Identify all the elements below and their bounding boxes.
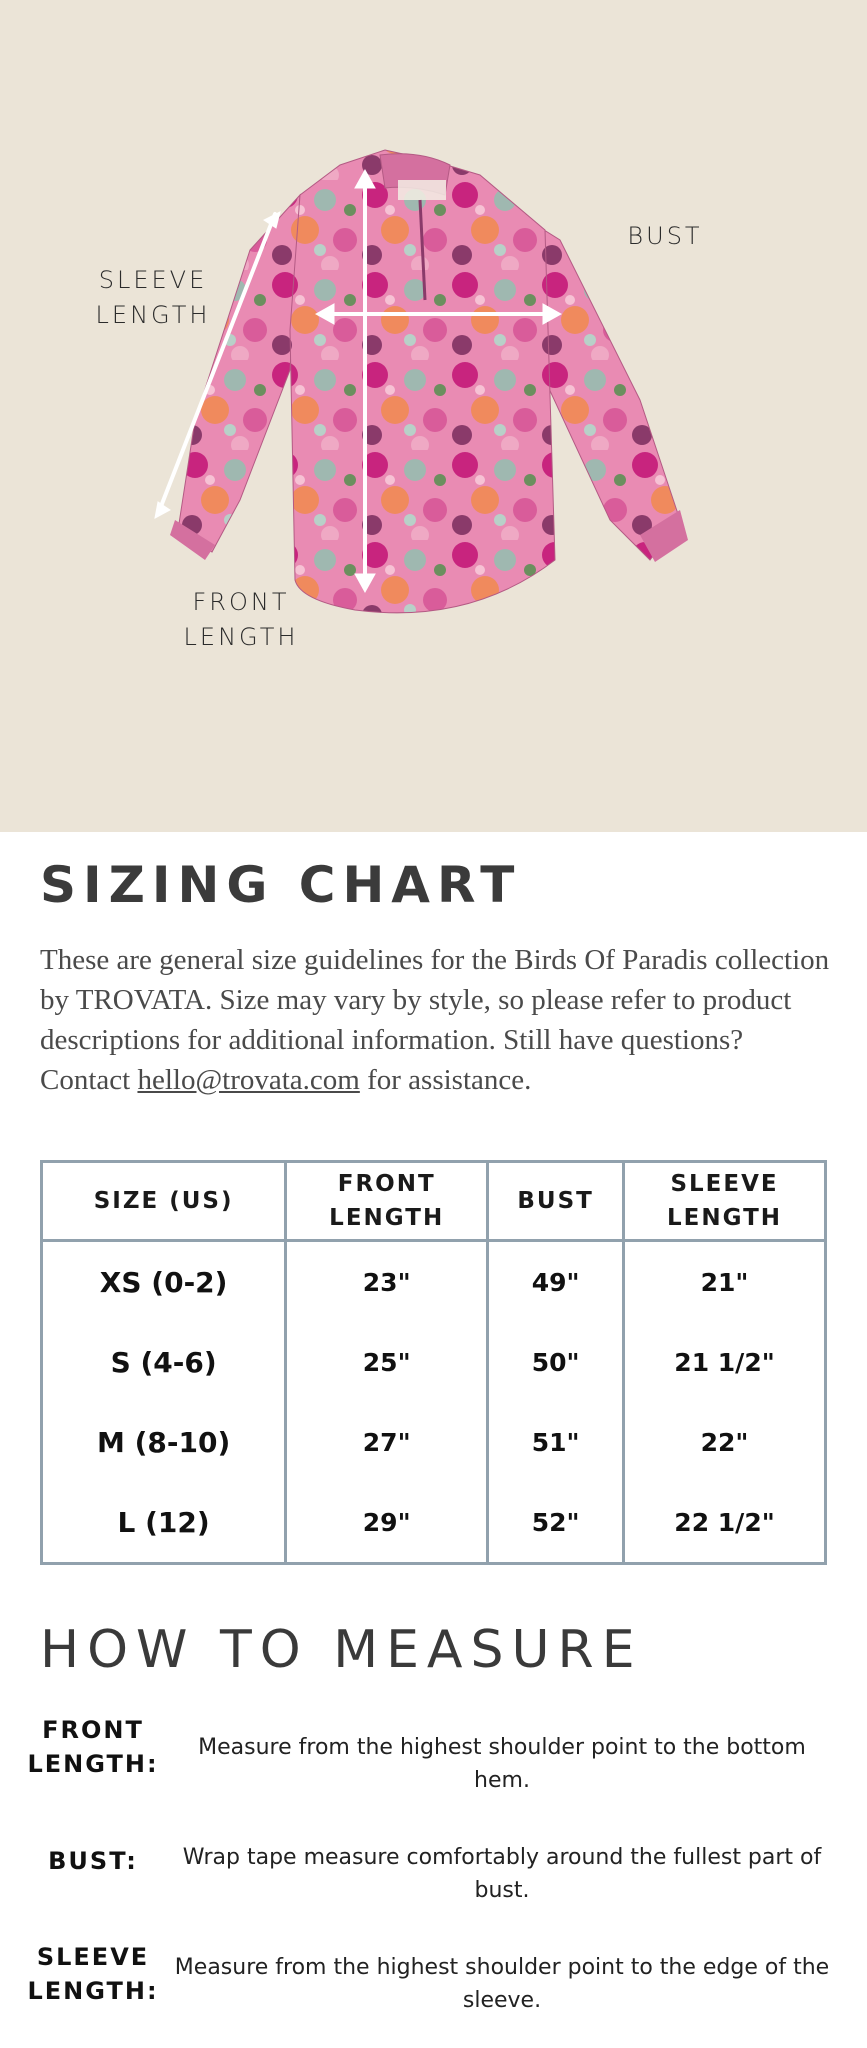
bust-cell: 49" xyxy=(488,1241,624,1323)
measure-term-bust: BUST: xyxy=(48,1847,138,1875)
front-length-label: FRONT LENGTH xyxy=(183,588,299,651)
sleeve-length-cell: 21 1/2" xyxy=(624,1322,826,1402)
front-length-cell: 23" xyxy=(286,1241,488,1323)
sizing-table xyxy=(40,1160,827,1565)
blouse-illustration xyxy=(0,0,867,832)
measure-desc-front-length: Measure from the highest shoulder point to the bottom hem. xyxy=(198,1735,806,1793)
intro-suffix: for assistance. xyxy=(359,1064,532,1096)
product-hero xyxy=(0,0,867,832)
table-row xyxy=(42,1482,826,1564)
table-header-row xyxy=(42,1162,826,1241)
sleeve-length-cell: 21" xyxy=(624,1241,826,1323)
size-cell: XS (0-2) xyxy=(42,1241,286,1323)
bust-cell: 50" xyxy=(488,1322,624,1402)
sleeve-length-cell: 22 1/2" xyxy=(624,1482,826,1564)
table-row xyxy=(42,1241,826,1323)
header-size: SIZE (US) xyxy=(42,1162,286,1241)
front-length-cell: 29" xyxy=(286,1482,488,1564)
sizing-chart-title: SIZING CHART xyxy=(40,856,522,914)
measure-term-front-length: FRONT LENGTH: xyxy=(27,1716,159,1778)
intro-text: These are general size guidelines for the Birds Of Paradis collection by TROVATA. Size may vary by style, so please refer to product descriptions for additional information. Still have questions? Contact xyxy=(40,944,830,1096)
table-row xyxy=(42,1322,826,1402)
bust-label: BUST xyxy=(627,222,703,250)
front-length-cell: 27" xyxy=(286,1402,488,1482)
front-length-cell: 25" xyxy=(286,1322,488,1402)
header-front-length: FRONT LENGTH xyxy=(286,1162,488,1241)
how-to-measure-title: HOW TO MEASURE xyxy=(40,1620,643,1680)
intro-paragraph xyxy=(40,940,840,1100)
measure-desc-sleeve-length: Measure from the highest shoulder point to the edge of the sleeve. xyxy=(174,1955,830,2013)
sleeve-length-cell: 22" xyxy=(624,1402,826,1482)
bust-cell: 52" xyxy=(488,1482,624,1564)
header-sleeve-length: SLEEVE LENGTH xyxy=(624,1162,826,1241)
size-cell: L (12) xyxy=(42,1482,286,1564)
size-cell: M (8-10) xyxy=(42,1402,286,1482)
measure-desc-bust: Wrap tape measure comfortably around the fullest part of bust. xyxy=(182,1845,822,1903)
sleeve-length-label: SLEEVE LENGTH xyxy=(95,266,211,329)
contact-email-link[interactable]: hello@trovata.com xyxy=(137,1064,360,1096)
table-row xyxy=(42,1402,826,1482)
measure-term-sleeve-length: SLEEVE LENGTH: xyxy=(27,1943,159,2005)
size-cell: S (4-6) xyxy=(42,1322,286,1402)
bust-cell: 51" xyxy=(488,1402,624,1482)
header-bust: BUST xyxy=(488,1162,624,1241)
